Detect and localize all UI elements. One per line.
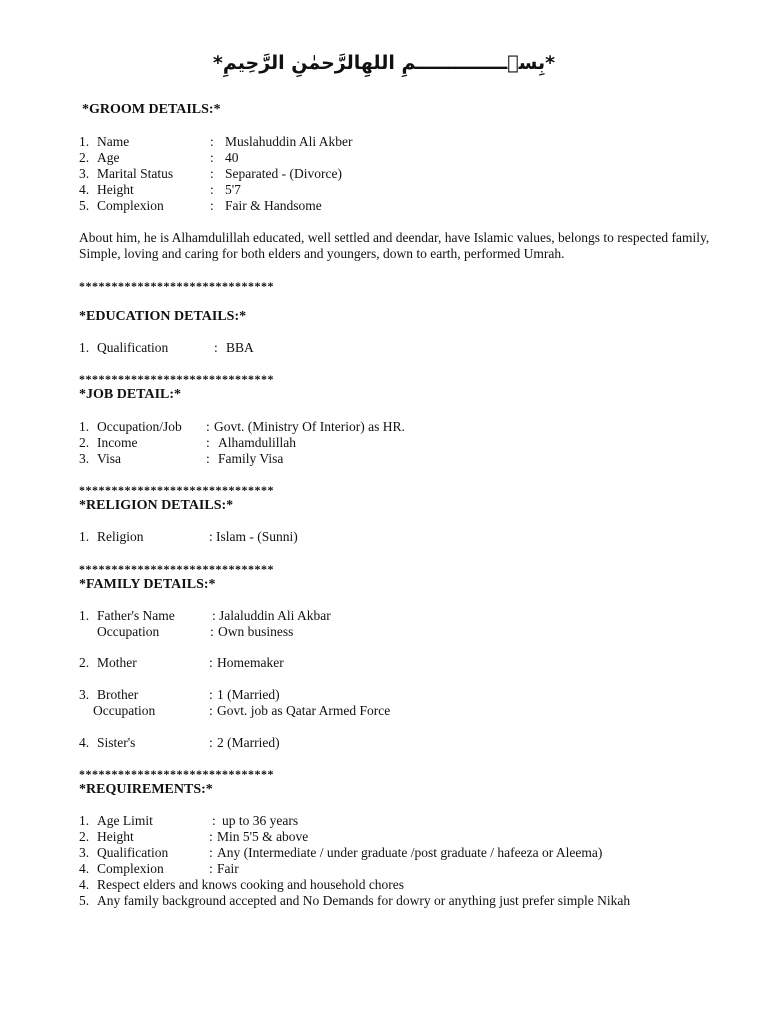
family-row-father-occupation: [79, 624, 679, 640]
row-value: Homemaker: [217, 655, 284, 670]
row-number: 1.: [79, 529, 90, 544]
row-label: Age: [97, 150, 120, 165]
row-label: Occupation: [93, 703, 156, 718]
row-number: 1.: [79, 813, 90, 828]
row-number: 2.: [79, 829, 90, 844]
row-number: 5.: [79, 198, 90, 213]
row-label: Height: [97, 182, 134, 197]
row-number: 3.: [79, 166, 90, 181]
row-number: 3.: [79, 451, 90, 466]
row-text: Respect elders and knows cooking and household chores: [97, 877, 405, 892]
row-label: Qualification: [97, 340, 169, 355]
separator-stars: ******************************: [79, 767, 274, 781]
requirements-line-respect: [79, 877, 719, 893]
education-row-qualification: [79, 340, 679, 356]
row-colon: :: [210, 166, 214, 181]
groom-row-age: [79, 150, 679, 166]
row-colon: :: [209, 529, 213, 544]
job-detail-heading: *JOB DETAIL:*: [79, 387, 182, 402]
family-details-heading: *FAMILY DETAILS:*: [79, 577, 216, 592]
row-colon: :: [210, 150, 214, 165]
row-label: Qualification: [97, 845, 169, 860]
row-colon: :: [209, 655, 213, 670]
row-value: Alhamdulillah: [218, 435, 296, 450]
separator-stars: ******************************: [79, 483, 274, 497]
row-number: 1.: [79, 134, 90, 149]
row-number: 2.: [79, 150, 90, 165]
row-label: Height: [97, 829, 134, 844]
groom-about-paragraph: About him, he is Alhamdulillah educated, well settled and deendar, have Islamic values, belongs to respected family, Simple, loving and caring for both elders and youngers, down to earth, performed Umrah.: [79, 230, 710, 261]
row-value: 5'7: [225, 182, 241, 197]
row-label: Father's Name: [97, 608, 175, 623]
row-label: Complexion: [97, 198, 164, 213]
requirements-row-complexion: [79, 861, 719, 877]
row-value: Muslahuddin Ali Akber: [225, 134, 353, 149]
row-value: Own business: [218, 624, 294, 639]
separator-stars: ******************************: [79, 279, 274, 293]
requirements-row-age-limit: [79, 813, 719, 829]
row-colon: :: [210, 134, 214, 149]
separator-stars: ******************************: [79, 562, 274, 576]
row-value: Family Visa: [218, 451, 284, 466]
family-row-father: [79, 608, 679, 624]
groom-row-name: [79, 134, 679, 150]
row-value: Fair: [217, 861, 239, 876]
row-value: Fair & Handsome: [225, 198, 322, 213]
row-number: 4.: [79, 735, 90, 750]
row-value: Islam - (Sunni): [216, 529, 298, 544]
groom-row-complexion: [79, 198, 679, 214]
row-value: 2 (Married): [217, 735, 280, 750]
row-value: Govt. (Ministry Of Interior) as HR.: [214, 419, 405, 434]
row-number: 3.: [79, 687, 90, 702]
row-number: 5.: [79, 893, 90, 908]
row-number: 4.: [79, 182, 90, 197]
family-row-brother: [79, 687, 679, 703]
row-label: Complexion: [97, 861, 164, 876]
row-number: 1.: [79, 340, 90, 355]
row-value: 40: [225, 150, 239, 165]
row-label: Occupation/Job: [97, 419, 182, 434]
requirements-row-qualification: [79, 845, 719, 861]
row-value: 1 (Married): [217, 687, 280, 702]
row-label: Sister's: [97, 735, 136, 750]
row-colon: :: [212, 608, 216, 623]
row-number: 2.: [79, 655, 90, 670]
row-colon: :: [209, 845, 213, 860]
row-colon: :: [209, 829, 213, 844]
row-colon: :: [206, 419, 210, 434]
row-colon: :: [210, 624, 214, 639]
row-label: Income: [97, 435, 138, 450]
row-value: Jalaluddin Ali Akbar: [219, 608, 331, 623]
row-text: Any family background accepted and No Demands for dowry or anything just prefer simple Nikah: [97, 893, 631, 908]
family-row-brother-occupation: [79, 703, 679, 719]
row-value: Any (Intermediate / under graduate /post graduate / hafeeza or Aleema): [217, 845, 603, 860]
row-colon: :: [210, 182, 214, 197]
row-label: Occupation: [97, 624, 160, 639]
row-number: 4.: [79, 861, 90, 876]
groom-row-height: [79, 182, 679, 198]
row-colon: :: [214, 340, 218, 355]
row-colon: :: [209, 703, 213, 718]
requirements-row-height: [79, 829, 719, 845]
job-row-visa: [79, 451, 699, 467]
row-colon: :: [210, 198, 214, 213]
row-value: Separated - (Divorce): [225, 166, 342, 181]
row-label: Name: [97, 134, 130, 149]
row-number: 1.: [79, 608, 90, 623]
row-label: Mother: [97, 655, 137, 670]
row-value: Min 5'5 & above: [217, 829, 309, 844]
row-number: 3.: [79, 845, 90, 860]
job-row-occupation: [79, 419, 699, 435]
row-value: Govt. job as Qatar Armed Force: [217, 703, 391, 718]
row-colon: :: [206, 451, 210, 466]
row-label: Age Limit: [97, 813, 153, 828]
row-number: 4.: [79, 877, 90, 892]
bismillah-header: *بِسۡــــــــــــــمِ اللهِالرَّحمٰنِ الرَّحِيمِ*: [212, 52, 556, 74]
groom-row-marital-status: [79, 166, 679, 182]
row-colon: :: [209, 861, 213, 876]
row-colon: :: [206, 435, 210, 450]
requirements-heading: *REQUIREMENTS:*: [79, 782, 213, 797]
education-details-heading: *EDUCATION DETAILS:*: [79, 309, 247, 324]
row-label: Marital Status: [97, 166, 174, 181]
separator-stars: ******************************: [79, 372, 274, 386]
row-value: BBA: [226, 340, 254, 355]
row-label: Brother: [97, 687, 139, 702]
family-row-sisters: [79, 735, 679, 751]
religion-details-heading: *RELIGION DETAILS:*: [79, 498, 234, 513]
row-label: Visa: [97, 451, 121, 466]
row-number: 2.: [79, 435, 90, 450]
row-colon: :: [209, 735, 213, 750]
row-value: up to 36 years: [222, 813, 299, 828]
row-colon: :: [209, 687, 213, 702]
row-colon: :: [212, 813, 216, 828]
row-number: 1.: [79, 419, 90, 434]
job-row-income: [79, 435, 699, 451]
religion-row: [79, 529, 679, 545]
row-label: Religion: [97, 529, 144, 544]
groom-details-heading: *GROOM DETAILS:*: [82, 102, 221, 117]
requirements-line-family-background: [79, 893, 719, 909]
family-row-mother: [79, 655, 679, 671]
